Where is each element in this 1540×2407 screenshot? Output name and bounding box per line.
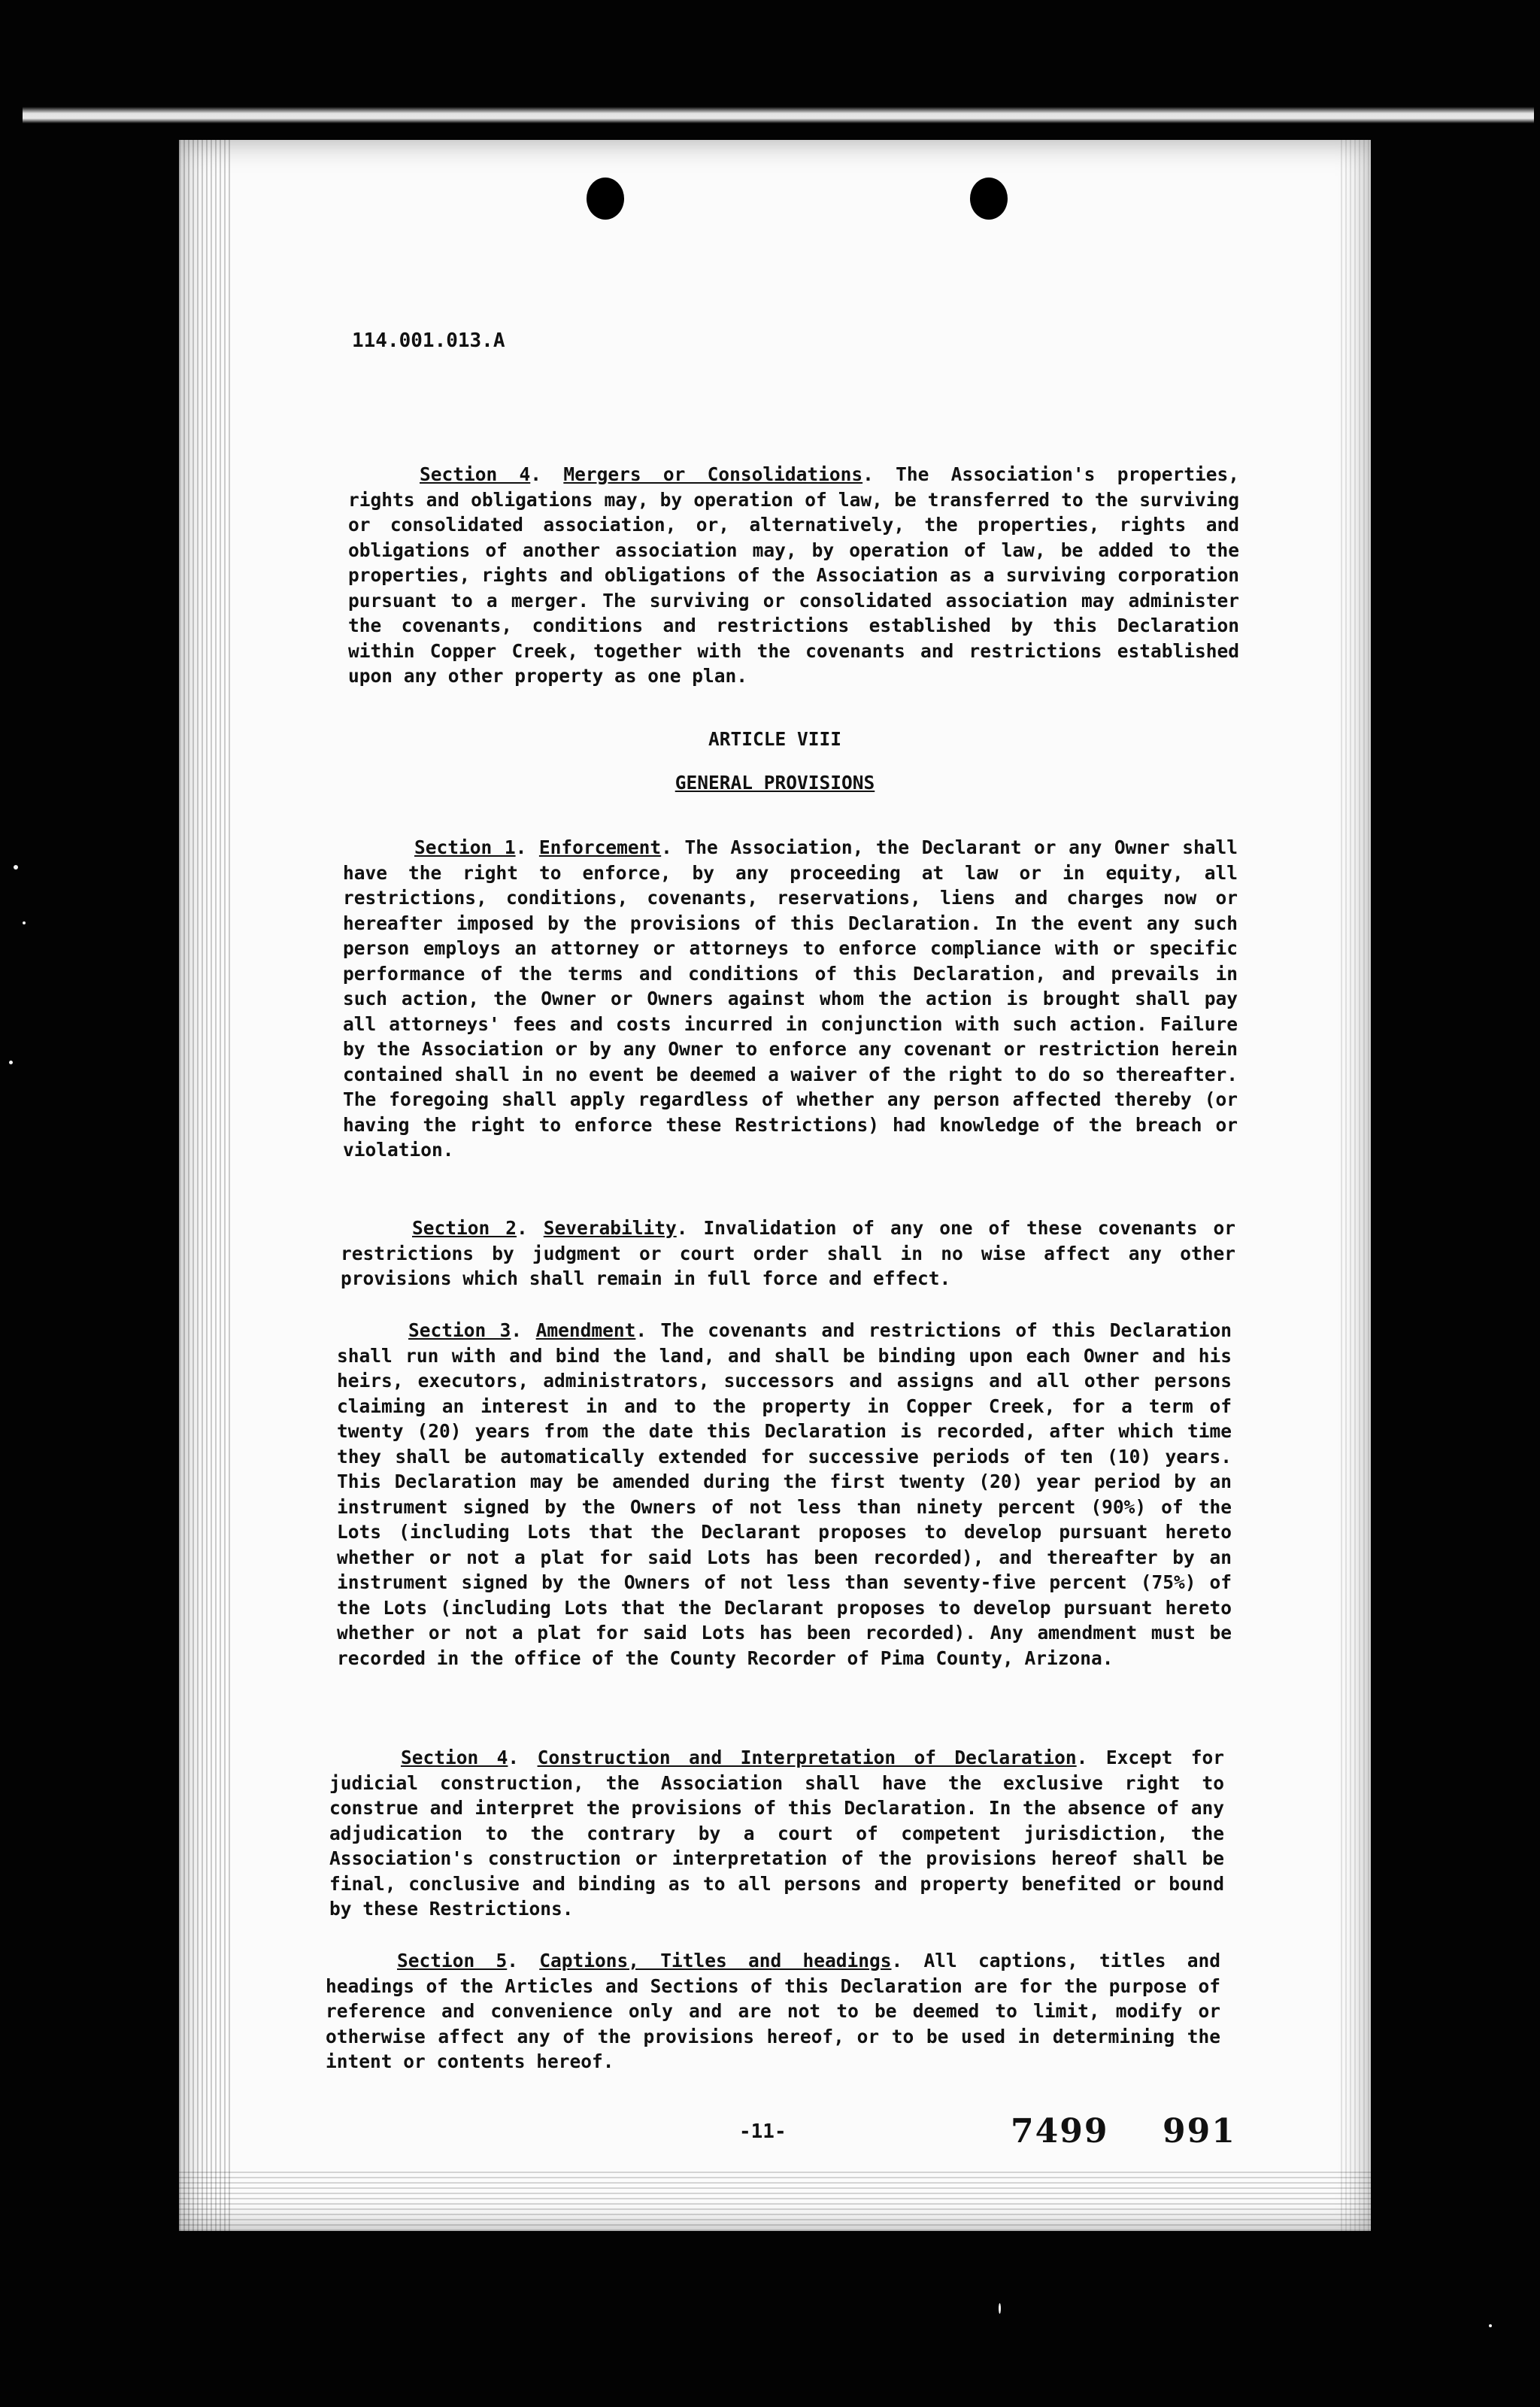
section-heading: Construction and Interpretation of Declaration <box>537 1747 1077 1768</box>
scan-noise-right <box>1341 140 1371 2231</box>
section-body: The covenants and restrictions of this Declaration shall run with and bind the land, and shall be binding upon each Owner and his heirs, executors, administrators, successors and assigns and all other persons claiming an interest in and to the property in Copper Creek, for a term of twenty (20) years from the date this Declaration is recorded, after which time they shall be automatically extended for successive periods of ten (10) years. This Declaration may be amended during the first twenty (20) year period by an instrument signed by the Owners of not less than ninety percent (90%) of the Lots (including Lots that the Declarant proposes to develop pursuant hereto whether or not a plat for said Lots has been recorded), and thereafter by an instrument signed by the Owners of not less than seventy-five percent (75%) of the Lots (including Lots that the Declarant proposes to develop pursuant hereto whether or not a plat for said Lots has been recorded). Any amendment must be recorded in the office of the County Recorder of Pima County, Arizona. <box>337 1319 1232 1669</box>
section-heading: Severability <box>543 1217 677 1239</box>
punch-hole-icon <box>587 178 624 220</box>
punch-hole-icon <box>970 178 1008 220</box>
section-enforcement: Section 1. Enforcement. The Association, the Declarant or any Owner shall have the right to enforce, by any proceeding at law or in equity, all restrictions, conditions, covenants, reservations, liens and charges now or hereafter imposed by the provisions of this Declaration. In the event any such person employs an attorney or attorneys to enforce compliance with or specific performance of the terms and conditions of this Declaration, and prevails in such action, the Owner or Owners against whom the action is brought shall pay all attorneys' fees and costs incurred in conjunction with such action. Failure by the Association or by any Owner to enforce any covenant or restriction herein contained shall in no event be deemed a waiver of the right to do so thereafter. The foregoing shall apply regardless of whether any person affected thereby (or having the right to enforce these Restrictions) had knowledge of the breach or violation. <box>343 836 1238 1161</box>
scan-speck <box>9 1061 13 1064</box>
document-id: 114.001.013.A <box>352 329 505 352</box>
section-body: Except for judicial construction, the Association shall have the exclusive right to construe and interpret the provisions of this Declaration. In the absence of any adjudication to the contrary by a court of competent jurisdiction, the Association's construction or interpretation of the provisions hereof shall be final, conclusive and binding as to all persons and property benefited or bound by these Restrictions. <box>329 1747 1224 1920</box>
scan-noise-bottom <box>179 2171 1371 2231</box>
section-captions: Section 5. Captions, Titles and headings. All captions, titles and headings of the Articles and Sections of this Declaration are for the purpose of reference and convenience only and are not to be deemed to limit, modify or otherwise affect any of the provisions hereof, or to be used in determining the intent or contents hereof. <box>326 1950 1220 2072</box>
section-body: The Association, the Declarant or any Owner shall have the right to enforce, by any proceeding at law or in equity, all restrictions, conditions, covenants, reservations, liens and charges now or hereafter imposed by the provisions of this Declaration. In the event any such person employs an attorney or attorneys to enforce compliance with or specific performance of the terms and conditions of this Declaration, and prevails in such action, the Owner or Owners against whom the action is brought shall pay all attorneys' fees and costs incurred in conjunction with such action. Failure by the Association or by any Owner to enforce any covenant or restriction herein contained shall in no event be deemed a waiver of the right to do so thereafter. The foregoing shall apply regardless of whether any person affected thereby (or having the right to enforce these Restrictions) had knowledge of the breach or violation. <box>343 836 1238 1161</box>
section-label: Section 4 <box>401 1747 508 1768</box>
section-label: Section 5 <box>397 1950 508 1971</box>
section-amendment: Section 3. Amendment. The covenants and restrictions of this Declaration shall run with and bind the land, and shall be binding upon each Owner and his heirs, executors, administrators, successors and assigns and all other persons claiming an interest in and to the property in Copper Creek, for a term of twenty (20) years from the date this Declaration is recorded, after which time they shall be automatically extended for successive periods of ten (10) years. This Declaration may be amended during the first twenty (20) year period by an instrument signed by the Owners of not less than ninety percent (90%) of the Lots (including Lots that the Declarant proposes to develop pursuant hereto whether or not a plat for said Lots has been recorded), and thereafter by an instrument signed by the Owners of not less than seventy-five percent (75%) of the Lots (including Lots that the Declarant proposes to develop pursuant hereto whether or not a plat for said Lots has been recorded). Any amendment must be recorded in the office of the County Recorder of Pima County, Arizona. <box>337 1319 1232 1669</box>
section-mergers: Section 4. Mergers or Consolidations. The Association's properties, rights and obligations may, by operation of law, be transferred to the surviving or consolidated association, or, alternatively, the properties, rights and obligations of another association may, by operation of law, be added to the properties, rights and obligations of the Association as a surviving corporation pursuant to a merger. The surviving or consolidated association may administer the covenants, conditions and restrictions established by this Declaration within Copper Creek, together with the covenants and restrictions established upon any other property as one plan. <box>348 463 1239 687</box>
section-label: Section 3 <box>408 1319 511 1341</box>
section-construction: Section 4. Construction and Interpretation of Declaration. Except for judicial construction, the Association shall have the exclusive right to construe and interpret the provisions of this Declaration. In the absence of any adjudication to the contrary by a court of competent jurisdiction, the Association's construction or interpretation of the provisions hereof shall be final, conclusive and binding as to all persons and property benefited or bound by these Restrictions. <box>329 1747 1224 1920</box>
section-heading: Mergers or Consolidations <box>563 463 863 485</box>
section-label: Section 2 <box>412 1217 517 1239</box>
article-title: ARTICLE VIII <box>708 728 841 750</box>
section-body: Invalidation of any one of these covenants or restrictions by judgment or court order shall in no wise affect any other provisions which shall remain in full force and effect. <box>341 1217 1235 1289</box>
scan-speck <box>999 2303 1001 2314</box>
section-label: Section 1 <box>414 836 516 858</box>
recording-page-number: 991 <box>1163 2112 1236 2151</box>
section-heading: Captions, Titles and headings <box>539 1950 892 1971</box>
section-body: All captions, titles and headings of the Articles and Sections of this Declaration are for the purpose of reference and convenience only and are not to be deemed to limit, modify or otherwise affect any of the provisions hereof, or to be used in determining the intent or contents hereof. <box>326 1950 1220 2072</box>
page-number: -11- <box>739 2120 787 2143</box>
scan-noise-left <box>179 140 232 2231</box>
scan-speck <box>14 865 18 870</box>
section-severability: Section 2. Severability. Invalidation of any one of these covenants or restrictions by judgment or court order shall in no wise affect any other provisions which shall remain in full force and effect. <box>341 1217 1235 1289</box>
scan-edge-streak <box>23 107 1534 123</box>
section-heading: Amendment <box>535 1319 636 1341</box>
scan-speck <box>1489 2324 1492 2327</box>
scan-speck <box>23 921 26 924</box>
section-body: The Association's properties, rights and obligations may, by operation of law, be transferred to the surviving or consolidated association, or, alternatively, the properties, rights and obligations of another association may, by operation of law, be added to the properties, rights and obligations of the Association as a surviving corporation pursuant to a merger. The surviving or consolidated association may administer the covenants, conditions and restrictions established by this Declaration within Copper Creek, together with the covenants and restrictions established upon any other property as one plan. <box>348 463 1239 687</box>
recording-book-number: 7499 <box>1011 2112 1109 2151</box>
document-page <box>179 140 1371 2231</box>
section-label: Section 4 <box>420 463 531 485</box>
section-heading: Enforcement <box>538 836 662 858</box>
article-subtitle: GENERAL PROVISIONS <box>675 772 875 794</box>
